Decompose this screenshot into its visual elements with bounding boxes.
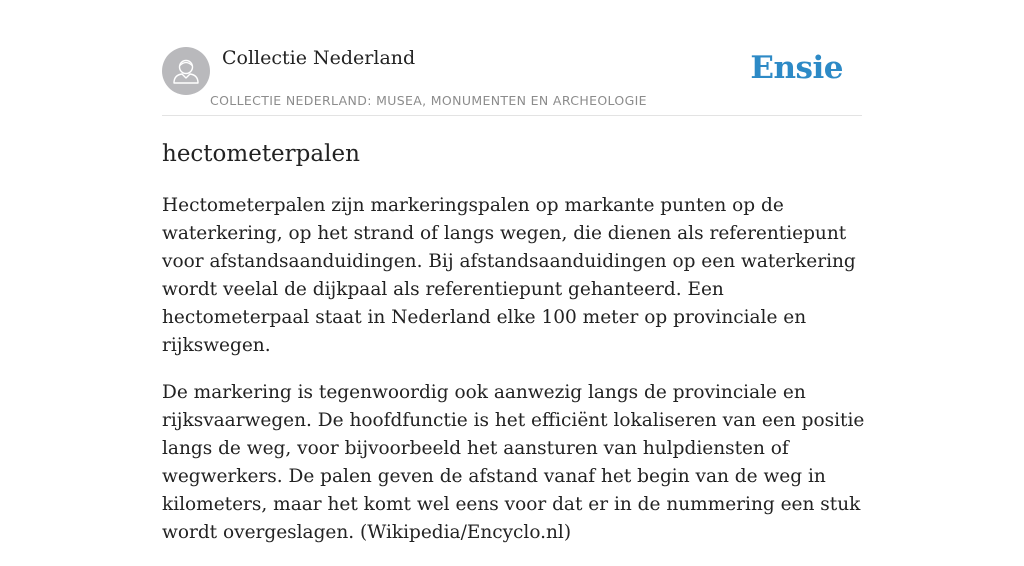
- article-title: hectometerpalen: [162, 141, 360, 167]
- source-category-link[interactable]: COLLECTIE NEDERLAND: MUSEA, MONUMENTEN EN ARCHEOLOGIE: [210, 93, 647, 108]
- article-paragraph-1: Hectometerpalen zijn markeringspalen op markante punten op de waterkering, op het strand of langs wegen, die dienen als referentiepunt voor afstandsaanduidingen. Bij afstandsaanduidingen op een waterkering wordt veelal de dijkpaal als referentiepunt gehanteerd. Een hectometerpaal staat in Nederland elke 100 meter op provinciale en rijkswegen.: [162, 195, 856, 356]
- author-name-link[interactable]: Collectie Nederland: [222, 47, 416, 69]
- article-body: [162, 192, 867, 566]
- author-avatar[interactable]: [162, 47, 210, 95]
- user-silhouette-icon: [162, 47, 210, 95]
- article-paragraph-2: De markering is tegenwoordig ook aanwezig langs de provinciale en rijksvaarwegen. De hoofdfunctie is het efficiënt lokaliseren van een positie langs de weg, voor bijvoorbeeld het aansturen van hulpdiensten of wegwerkers. De palen geven de afstand vanaf het begin van de weg in kilometers, maar het komt wel eens voor dat er in de nummering een stuk wordt overgeslagen. (Wikipedia/Encyclo.nl): [162, 382, 865, 543]
- author-header: [162, 46, 862, 116]
- ensie-logo[interactable]: Ensie: [750, 50, 843, 86]
